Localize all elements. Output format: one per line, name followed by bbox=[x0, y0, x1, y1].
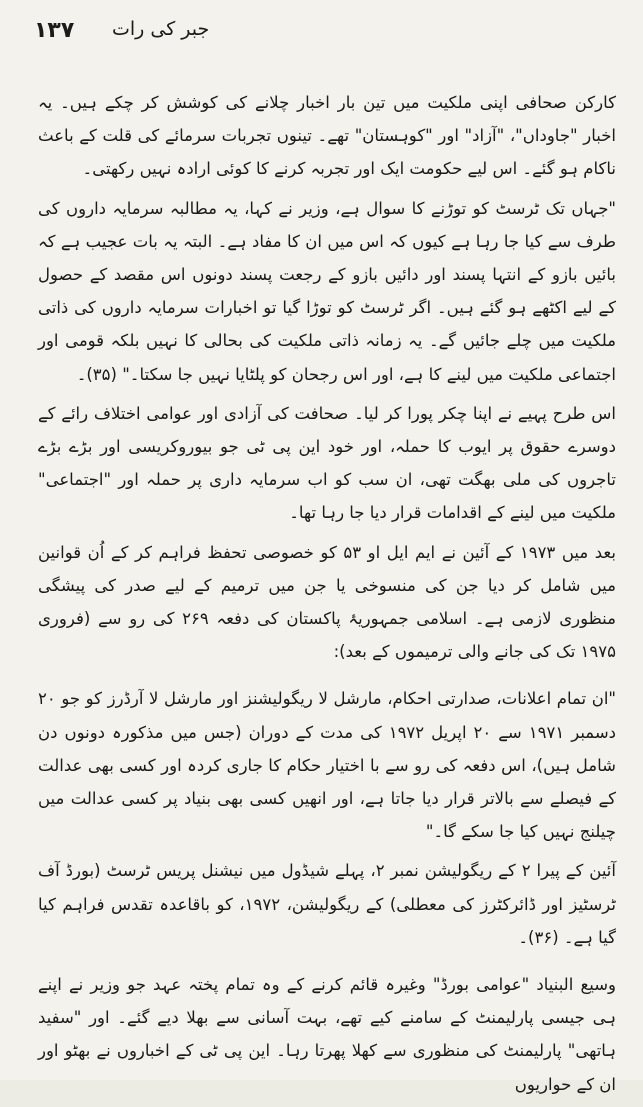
quote-paragraph: "جہاں تک ٹرسٹ کو توڑنے کا سوال ہے، وزیر نے کہا، یہ مطالبہ سرمایہ داروں کی طرف سے کیا جا رہا ہے کیوں کہ اس میں ان کا مفاد ہے۔ البتہ یہ بات عجیب ہے کہ بائیں بازو کے انتہا پسند اور دائیں بازو کے رجعت پسند دونوں اس مقصد کے حصول کے لیے اکٹھے ہو گئے ہیں۔ اگر ٹرسٹ کو توڑا گیا تو اخبارات سرمایہ داروں کی ذاتی ملکیت میں چلے جائیں گے۔ یہ زمانہ ذاتی ملکیت کی بحالی کا نہیں بلکہ قومی اور اجتماعی ملکیت میں لینے کا ہے، اور اس رجحان کو پلٹایا نہیں جا سکتا۔" (۳۵)۔ bbox=[38, 198, 616, 384]
paragraph: وسیع البنیاد "عوامی بورڈ" وغیرہ قائم کرنے کے وہ تمام پختہ عہد جو وزیر نے اپنے ہی جیسی پارلیمنٹ کے سامنے کیے تھے، بہت آسانی سے بھلا دیے گئے۔ اور "سفید ہاتھی" پارلیمنٹ کی منظوری سے کھلا پھرتا رہا۔ این پی ٹی کے اخباروں نے بھٹو اور ان کے حواریوں bbox=[38, 975, 616, 1094]
paragraph: بعد میں ۱۹۷۳ کے آئین نے ایم ایل او ۵۳ کو خصوصی تحفظ فراہم کر کے اُن قوانین میں شامل کر دیا جن کی منسوخی یا جن میں ترمیم کے لیے صدر کی پیشگی منظوری لازمی ہے۔ اسلامی جمہوریۂ پاکستان کی دفعہ ۲۶۹ کی رو سے (فروری ۱۹۷۵ تک کی جانے والی ترمیموں کے بعد): bbox=[38, 542, 616, 662]
running-title: جبر کی رات bbox=[112, 18, 210, 40]
paragraph: آئین کے پیرا ۲ کے ریگولیشن نمبر ۲، پہلے شیڈول میں نیشنل پریس ٹرسٹ (بورڈ آف ٹرسٹیز اور ڈائرکٹرز کی معطلی) کے ریگولیشن، ۱۹۷۲، کو باقاعدہ تقدس فراہم کیا گیا ہے۔ (۳۶)۔ bbox=[38, 861, 617, 947]
page-number: ۱۳۷ bbox=[34, 18, 75, 43]
quote-paragraph: "ان تمام اعلانات، صدارتی احکام، مارشل لا ریگولیشنز اور مارشل لا آرڈرز کو جو ۲۰ دسمبر ۱۹۷۱ سے ۲۰ اپریل ۱۹۷۲ کی مدت کے دوران (جس میں مذکورہ دونوں دن شامل ہیں)، اس دفعہ کی رو سے با اختیار حکام کا جاری کردہ اور کسی بھی عدالت کے فیصلے سے بالاتر قرار دیا جاتا ہے، اور انھیں کسی بھی بنیاد پر کسی عدالت میں چیلنج نہیں کیا جا سکے گا۔" bbox=[38, 689, 617, 842]
page-header bbox=[0, 18, 643, 48]
paragraph: اس طرح پہیے نے اپنا چکر پورا کر لیا۔ صحافت کی آزادی اور عوامی اختلاف رائے کے دوسرے حقوق پر ایوب کا حملہ، اور خود این پی ٹی جو بیوروکریسی اور بڑے بڑے تاجروں کی ملی بھگت تھی، ان سب کو اب سرمایہ داری پر حملہ اور "اجتماعی" ملکیت میں لینے کے اقدامات قرار دیا جا رہا تھا۔ bbox=[38, 403, 616, 523]
paragraph: کارکن صحافی اپنی ملکیت میں تین بار اخبار چلانے کی کوشش کر چکے ہیں۔ یہ اخبار "جاوداں"، "آزاد" اور "کوہستان" تھے۔ تینوں تجربات سرمائے کی قلت کے باعث ناکام ہو گئے۔ اس لیے حکومت ایک اور تجربہ کرنے کا کوئی ارادہ نہیں رکھتی۔ bbox=[38, 93, 616, 179]
body-text bbox=[38, 86, 616, 1107]
